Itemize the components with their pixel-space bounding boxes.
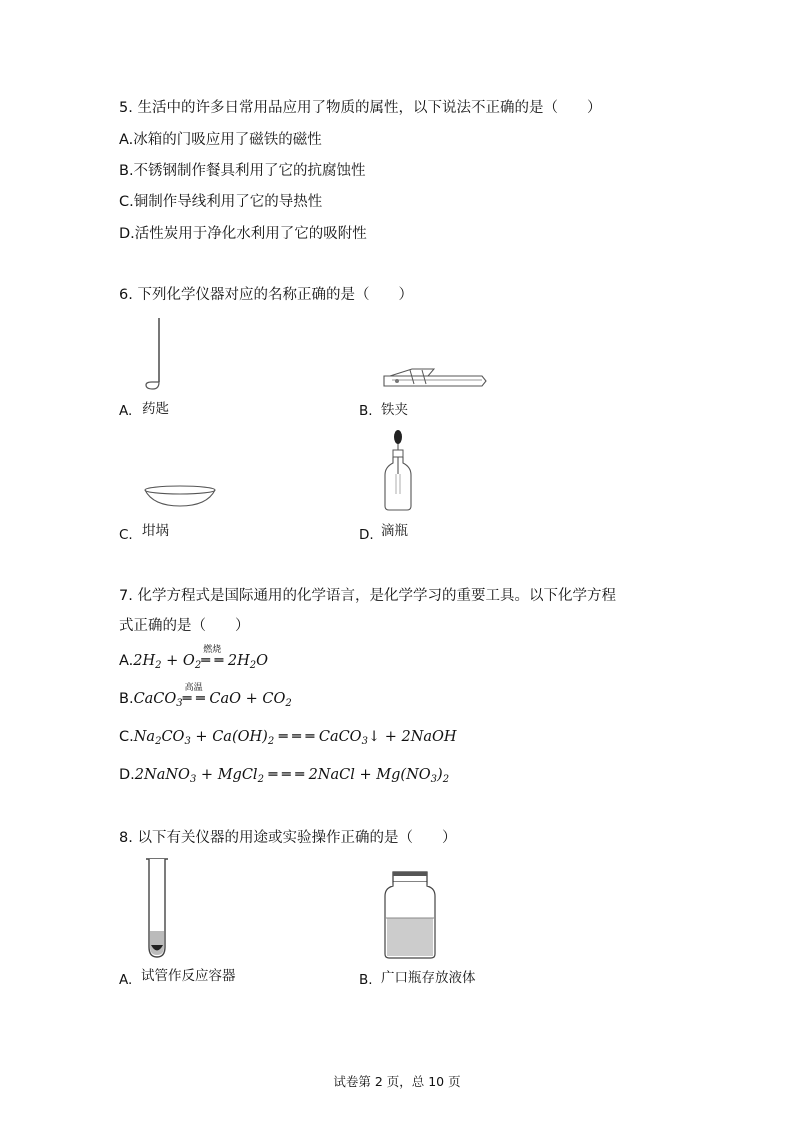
q8-option-a-letter: A. (119, 972, 133, 988)
q6-option-d-label: 滴瓶 (381, 523, 408, 539)
q6-option-a-letter: A. (119, 403, 133, 419)
q8-option-b-letter: B. (359, 972, 373, 988)
question-7-stem-line2: 式正确的是（ ） (119, 618, 250, 634)
question-6-stem: 6. 下列化学仪器对应的名称正确的是（ ） (119, 287, 413, 303)
q7-option-d: D.2NaNO$_3$ + MgCl$_2$ ═ ═ ═ 2NaCl + $Mg(NO_3)_2$ (119, 767, 450, 785)
q7-option-a-letter: A. (119, 653, 134, 669)
q5-option-c: C.铜制作导线利用了它的导热性 (119, 194, 323, 210)
q7-option-a: $A.2H_2 + O_2$ 燃烧 ═ ═ $2H_2O$ (119, 645, 269, 671)
page-footer: 试卷第 2 页，总 10 页 (333, 1074, 461, 1089)
q6-option-a-label: 药匙 (142, 401, 169, 417)
question-5-stem: 5. 生活中的许多日常用品应用了物质的属性，以下说法不正确的是（ ） (119, 100, 602, 116)
question-8-stem: 8. 以下有关仪器的用途或实验操作正确的是（ ） (119, 830, 457, 846)
q7-option-c: $C.Na_2CO_3 + Ca(OH)_2$ ═ ═ ═ CaCO$_3$↓ + 2NaOH (119, 729, 457, 747)
spoon-icon (140, 318, 170, 393)
q7-option-d-letter: D. (119, 767, 135, 783)
q5-option-a: A.冰箱的门吸应用了磁铁的磁性 (119, 132, 322, 148)
q6-option-b-label: 铁夹 (381, 402, 408, 418)
reaction-condition-burn: 燃烧 ═ ═ (201, 645, 224, 669)
dropper-bottle-icon (383, 430, 413, 512)
q7-option-c-letter: C. (119, 729, 134, 745)
question-7-stem-line1: 7. 化学方程式是国际通用的化学语言，是化学学习的重要工具。以下化学方程 (119, 588, 616, 604)
q5-option-b: B.不锈钢制作餐具利用了它的抗腐蚀性 (119, 163, 366, 179)
q8-option-b-label: 广口瓶存放液体 (381, 970, 476, 986)
clamp-icon (382, 368, 488, 390)
q5-option-d: D.活性炭用于净化水利用了它的吸附性 (119, 226, 367, 242)
q7-option-b-letter: B. (119, 691, 134, 707)
q6-option-d-letter: D. (359, 527, 374, 543)
q8-option-a-label: 试管作反应容器 (141, 968, 236, 984)
test-tube-icon (144, 857, 170, 961)
q7-option-b: B.CaCO$_3$ 高温 ═ ═ CaO + $CO_2$ (119, 683, 292, 709)
q6-option-c-letter: C. (119, 527, 133, 543)
reaction-condition-high-temp: 高温 ═ ═ (182, 683, 205, 707)
wide-mouth-bottle-icon (383, 870, 437, 960)
q6-option-b-letter: B. (359, 403, 373, 419)
dish-icon (143, 484, 219, 510)
q6-option-c-label: 坩埚 (142, 523, 169, 539)
